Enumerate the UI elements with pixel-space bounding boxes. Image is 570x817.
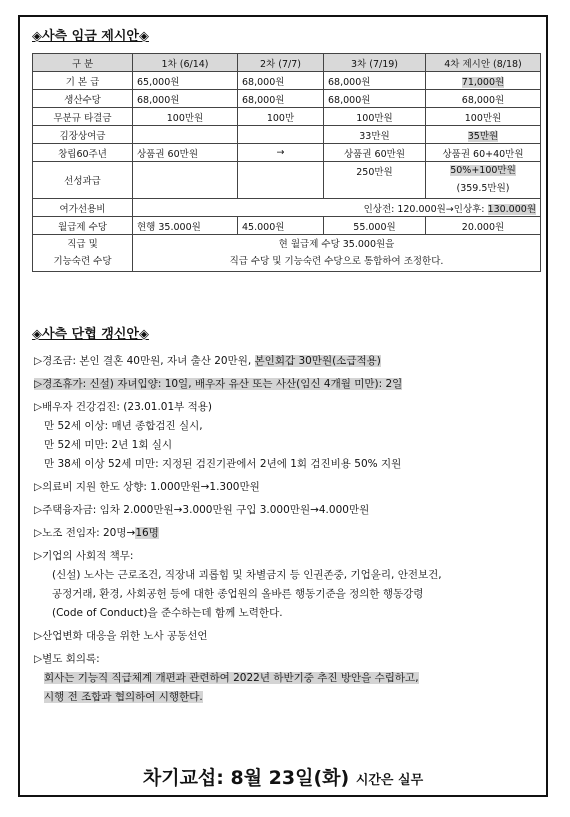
cell: [426, 162, 541, 199]
table-row: [33, 126, 541, 144]
row-label: 김장상여금: [33, 126, 133, 144]
row-label: 월급제 수당: [33, 217, 133, 235]
cell: 45.000원: [238, 217, 324, 235]
row-label: 무분규 타결금: [33, 108, 133, 126]
document-frame: [18, 15, 548, 797]
header-round-1: 1차 (6/14): [133, 54, 238, 72]
table-row: [33, 72, 541, 90]
cell: 20.000원: [426, 217, 541, 235]
next-negotiation-date: 차기교섭: 8월 23일(화): [142, 767, 356, 789]
table-row: [33, 217, 541, 235]
merged-cell: 현 월급제 수당 35.000원을 직급 수당 및 기능숙련 수당으로 통합하여 조정한다.: [133, 235, 541, 272]
header-round-2: 2차 (7/7): [238, 54, 324, 72]
row-label: 기 본 급: [33, 72, 133, 90]
highlighted-text: 본인회갑 30만원(소급적용): [254, 355, 381, 367]
header-category: 구 분: [33, 54, 133, 72]
highlighted-value: 35만원: [467, 130, 499, 142]
cell: 250만원: [324, 162, 426, 199]
next-negotiation-time: 시간은 실무: [355, 773, 424, 788]
row-label: 창립60주년: [33, 144, 133, 162]
highlighted-text: 회사는 기능직 직급체계 개편과 관련하여 2022년 하반기중 추진 방안을 수립하고,: [44, 672, 419, 684]
cell-subvalue: (359.5만원): [456, 183, 510, 194]
list-item: ▷별도 회의록: 회사는 기능직 직급체계 개편과 관련하여 2022년 하반기중 추진 방안을 수립하고, 시행 전 조합과 협의하여 시행한다.: [34, 653, 419, 703]
header-round-4: 4차 제시안 (8/18): [426, 54, 541, 72]
list-item: ▷기업의 사회적 책무: (신설) 노사는 근로조건, 직장내 괴롭힘 및 차별금지 등 인권존중, 기업윤리, 안전보건, 공정거래, 환경, 사회공헌 등에 대한 종업원의 올바른 행동기준을 정의한 행동강령 (Code of Conduct)을 준수하는데 함께 노력한다.: [34, 550, 442, 619]
list-item: ▷의료비 지원 한도 상향: 1.000만원→1.300만원: [34, 481, 260, 493]
list-item: [34, 375, 539, 394]
list-item: ▷산업변화 대응을 위한 노사 공동선언: [34, 630, 208, 642]
cell: 68,000원: [133, 90, 238, 108]
table-row: [33, 90, 541, 108]
row-label: 생산수당: [33, 90, 133, 108]
highlighted-text: ▷경조휴가: 신설) 자녀입양: 10일, 배우자 유산 또는 사산(임신 4개월 미만): 2일: [34, 378, 403, 390]
collective-agreement-title: ◈사측 단협 갱신안◈: [32, 327, 149, 342]
cell: 100만원: [133, 108, 238, 126]
cell: [238, 162, 324, 199]
cell: 65,000원: [133, 72, 238, 90]
highlighted-value: 71,000원: [461, 76, 505, 88]
cell: [426, 72, 541, 90]
row-label: 선성과급: [33, 162, 133, 199]
cell: [426, 126, 541, 144]
cell: 68,000원: [426, 90, 541, 108]
cell: 33만원: [324, 126, 426, 144]
cell: 상품권 60만원: [324, 144, 426, 162]
table-row: [33, 199, 541, 217]
cell: 100만원: [426, 108, 541, 126]
cell: [238, 126, 324, 144]
cell: 68,000원: [324, 90, 426, 108]
highlighted-text: 시행 전 조합과 협의하여 시행한다.: [44, 691, 203, 703]
wage-proposal-title: ◈사측 임금 제시안◈: [32, 29, 149, 44]
cell: [133, 162, 238, 199]
cell: 100만원: [324, 108, 426, 126]
row-label: 여가선용비: [33, 199, 133, 217]
cell: 68,000원: [238, 72, 324, 90]
cell: →: [238, 144, 324, 162]
list-item: ▷노조 전임자: 20명→16명: [34, 527, 159, 539]
wage-proposal-table: [32, 53, 541, 272]
cell: 상품권 60+40만원: [426, 144, 541, 162]
row-label: 직급 및 기능숙련 수당: [33, 235, 133, 272]
header-round-3: 3차 (7/19): [324, 54, 426, 72]
cell: 68,000원: [238, 90, 324, 108]
list-item: ▷주택융자금: 임차 2.000만원→3.000만원 구입 3.000만원→4.000만원: [34, 504, 370, 516]
list-item: ▷경조금: 본인 결혼 40만원, 자녀 출산 20만원, 본인회갑 30만원(소급적용): [34, 355, 381, 367]
list-item: ▷배우자 건강검진: (23.01.01부 적용) 만 52세 이상: 매년 종합검진 실시, 만 52세 미만: 2년 1회 실시 만 38세 이상 52세 미만: 지정된 검진기관에서 2년에 1회 검진비용 50% 지원: [34, 401, 402, 470]
merged-cell: [133, 199, 541, 217]
cell: [133, 126, 238, 144]
agreement-items: [34, 352, 539, 711]
table-header-row: [33, 54, 541, 72]
table-row: [33, 235, 541, 272]
table-row: [33, 162, 541, 199]
cell: 현행 35.000원: [133, 217, 238, 235]
highlighted-text: 16명: [135, 527, 159, 539]
cell: 100만: [238, 108, 324, 126]
table-row: [33, 144, 541, 162]
highlighted-value: 130.000원: [487, 203, 536, 215]
cell: 상품권 60만원: [133, 144, 238, 162]
cell: 68,000원: [324, 72, 426, 90]
cell-text: 인상전: 120.000원→인상후:: [363, 203, 488, 215]
cell: 55.000원: [324, 217, 426, 235]
highlighted-value: 50%+100만원: [450, 165, 516, 176]
next-negotiation-notice: [20, 763, 546, 790]
table-row: [33, 108, 541, 126]
